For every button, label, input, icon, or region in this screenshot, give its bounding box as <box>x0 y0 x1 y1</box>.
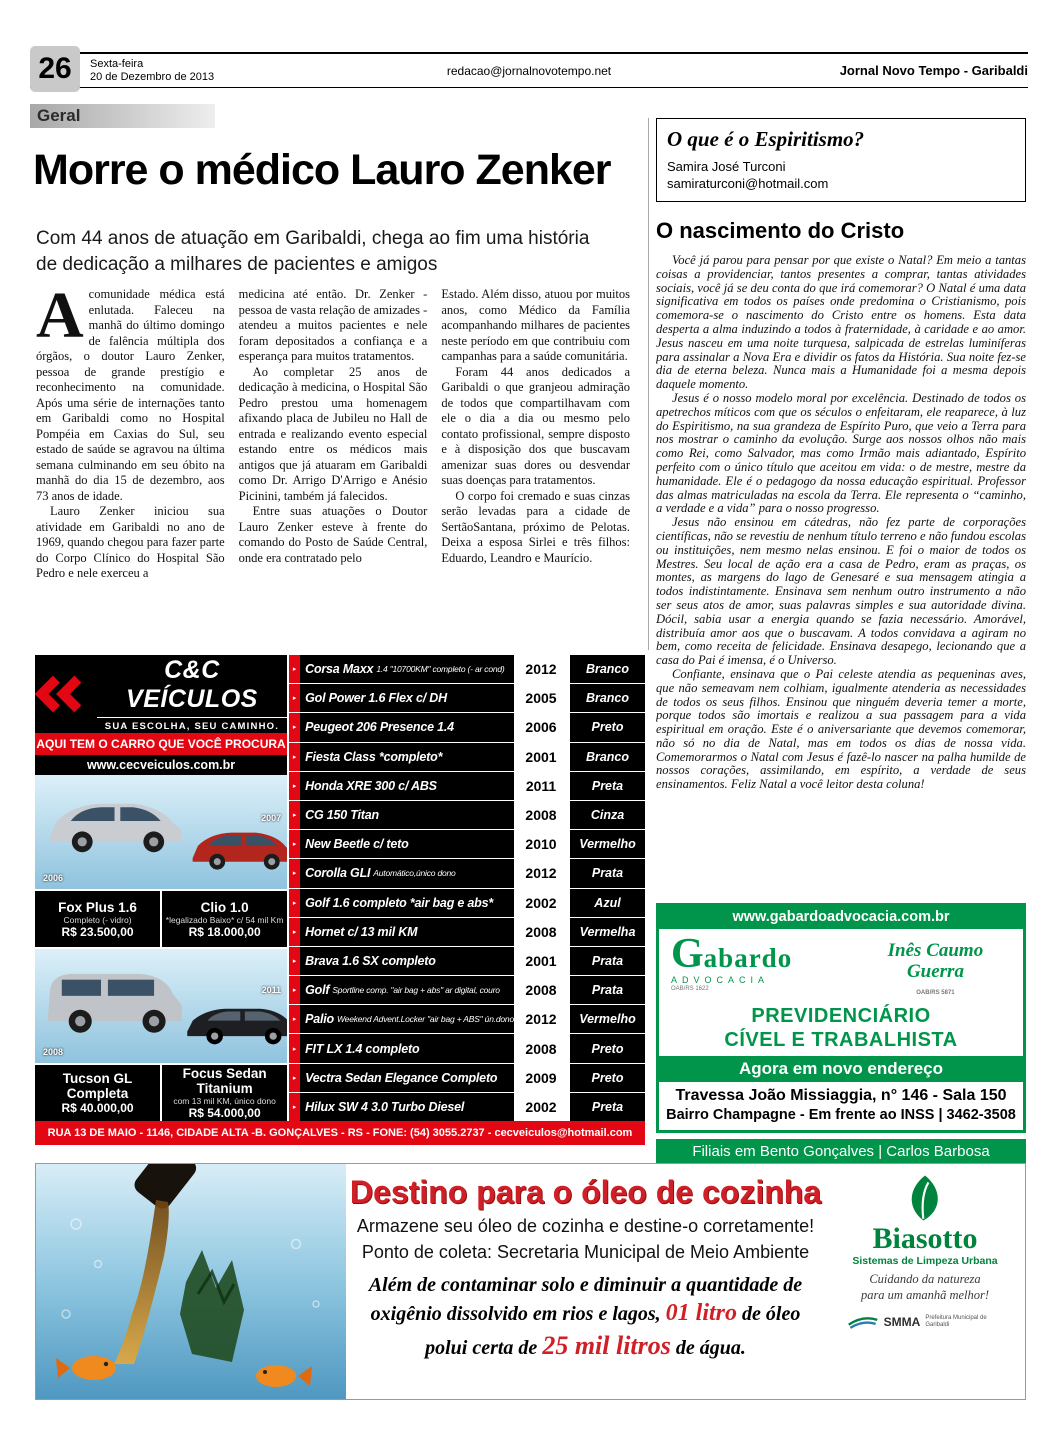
firm-oab: OAB/RS 1622 <box>671 986 709 992</box>
photo-year: 2008 <box>43 1047 64 1057</box>
car-year-cell: 2001 <box>514 743 568 771</box>
car-listing-row <box>289 772 645 801</box>
car-model-cell <box>300 1034 514 1062</box>
arrow-icon: ▸ <box>289 801 300 829</box>
car-listing-row <box>289 684 645 713</box>
car-year-cell: 2006 <box>514 713 568 741</box>
car-model: Hilux SW 4 3.0 Turbo Diesel <box>305 1099 465 1114</box>
column-3-paragraphs <box>441 287 630 566</box>
featured-car-spec: com 13 mil KM, único dono <box>173 1096 276 1106</box>
car-model-cell <box>300 918 514 946</box>
featured-labels-top <box>35 889 287 949</box>
dropcap: A <box>36 287 84 352</box>
car-model-cell <box>300 1093 514 1121</box>
double-chevron-icon <box>35 675 88 713</box>
fact-text: de água. <box>670 1337 746 1360</box>
car-listing-row <box>289 1064 645 1093</box>
practice-area-1: PREVIDENCIÁRIO <box>751 1005 931 1027</box>
featured-labels-bottom <box>35 1063 287 1121</box>
photo-year: 2006 <box>43 873 64 883</box>
car-model-cell <box>300 684 514 712</box>
car-model: Hornet c/ 13 mil KM <box>305 924 418 939</box>
car-year-cell: 2011 <box>514 772 568 800</box>
redaction-email: redacao@jornalnovotempo.net <box>446 63 612 78</box>
paragraph: Estado. Além disso, atuou por muitos anos, como Médico da Família acompanhando milhares de pacientes neste período em que contribuiu com campanhas para a saúde comunitária. <box>441 287 630 363</box>
oil-campaign-line-2: Ponto de coleta: Secretaria Municipal de Meio Ambiente <box>361 1242 810 1262</box>
car-model: Palio <box>305 1012 334 1027</box>
law-firm-logo <box>671 931 860 992</box>
car-year-cell: 2012 <box>514 859 568 887</box>
column-author-email: samiraturconi@hotmail.com <box>667 176 829 191</box>
featured-car-spec: Completo (- vidro) <box>63 914 132 925</box>
fact-highlight-1: 01 litro <box>665 1300 738 1326</box>
biasotto-branding <box>825 1164 1025 1399</box>
car-model-spec: Sportline comp. "air bag + abs" ar digital, couro <box>332 985 500 996</box>
car-model: CG 150 Titan <box>305 808 379 823</box>
fact-text: de óleo polui certa de <box>425 1303 801 1360</box>
car-model-cell <box>300 889 514 917</box>
car-color-cell: Azul <box>568 889 645 917</box>
car-photo-block-2 <box>35 949 287 1063</box>
car-color-cell: Branco <box>568 684 645 712</box>
car-color-cell: Preto <box>568 1034 645 1062</box>
column-author: Samira José Turconi <box>667 159 786 174</box>
partner-name <box>860 936 1011 1004</box>
car-color-cell: Branco <box>568 743 645 771</box>
car-listing-row <box>289 947 645 976</box>
car-model: Peugeot 206 Presence 1.4 <box>305 720 454 735</box>
new-address-banner: Agora em novo endereço <box>659 1056 1023 1082</box>
biasotto-name: Biasotto <box>872 1222 978 1255</box>
paragraph: Entre suas atuações o Doutor Lauro Zenker esteve à frente do comando do Posto de Saúde Central, onde era contratado pelo <box>238 504 428 565</box>
car-listing-row <box>289 1034 645 1063</box>
opinion-column <box>656 118 1026 900</box>
law-branches-bar: Filiais em Bento Gonçalves | Carlos Barbosa <box>656 1139 1026 1164</box>
subtitle: Com 44 anos de atuação em Garibaldi, chega ao fim uma história de dedicação a milhares de pacientes e amigos <box>36 228 590 275</box>
car-model-cell <box>300 801 514 829</box>
paragraph <box>36 287 225 504</box>
car-model: FIT LX 1.4 completo <box>305 1041 420 1056</box>
partner-last-name: Guerra <box>906 961 964 982</box>
section-bar <box>30 104 215 128</box>
arrow-icon: ▸ <box>289 655 300 683</box>
paragraph: Ao completar 25 anos de dedicação à medicina, o Hospital São Pedro prestou uma homenagem afixando placa de Jubileu no Hall de entrada e realizando evento especial estando entre os médicos mais antigos que já atuaram em Garibaldi como Dr. Arrigo D'Arrigo e Anésio Picinini, também já falecidos. <box>238 364 428 503</box>
arrow-icon: ▸ <box>289 743 300 771</box>
arrow-icon: ▸ <box>289 918 300 946</box>
car-color-cell: Prata <box>568 859 645 887</box>
car-model-cell <box>300 1005 514 1033</box>
partner-oab: OAB/RS 5871 <box>916 990 955 996</box>
column-rule <box>648 118 649 650</box>
car-listing-row <box>289 655 645 684</box>
law-address-line-2: Bairro Champagne - Em frente ao INSS | 3462-3508 <box>666 1107 1016 1123</box>
column-heading: O nascimento do Cristo <box>656 218 905 243</box>
firm-name: abardo <box>703 943 793 973</box>
arrow-icon: ▸ <box>289 772 300 800</box>
paragraph: Confiante, ensinava que o Pai celeste atendia as pequeninas aves, que não semeavam nem colhiam, igualmente atenderia as necessidades de todos os seus filhos. Ensinou que ninguém deveria temer a morte, porque todos são imortais e realizou a sua passagem para a vida espiritual em oração. Este é o aniversariante que devemos comemorar, não só no dia de Natal, mas em todos os dias de nossa vida. Comemorarmos o Natal com Jesus é fazê-lo nascer na palha humilde de nossos corações, assimilando, em espírito, a verdade de seus ensinamentos. Feliz Natal a você leitor desta coluna! <box>656 666 1026 792</box>
car-color-cell: Prata <box>568 947 645 975</box>
car-model-cell <box>300 830 514 858</box>
car-year-cell: 2005 <box>514 684 568 712</box>
article-column-2 <box>239 287 428 651</box>
fact-highlight-2: 25 mil litros <box>542 1331 671 1361</box>
arrow-icon: ▸ <box>289 684 300 712</box>
law-firm-logos <box>659 929 1023 1004</box>
photo-year: 2011 <box>261 985 282 995</box>
featured-car-price: R$ 18.000,00 <box>188 924 261 939</box>
car-listing-row <box>289 801 645 830</box>
car-year-cell: 2002 <box>514 889 568 917</box>
biasotto-tagline: Sistemas de Limpeza Urbana <box>852 1255 998 1267</box>
car-listing-row <box>289 1093 645 1121</box>
oil-campaign-line-1: Armazene seu óleo de cozinha e destine-o corretamente! <box>356 1216 815 1236</box>
arrow-icon: ▸ <box>289 1064 300 1092</box>
car-listing-row <box>289 713 645 742</box>
car-year-cell: 2012 <box>514 655 568 683</box>
featured-car-name: Clio 1.0 <box>200 899 249 915</box>
page-header <box>30 52 1028 88</box>
column-2-paragraphs <box>239 287 428 566</box>
car-listing-row <box>289 889 645 918</box>
oil-campaign-title: Destino para o óleo de cozinha <box>349 1174 822 1210</box>
paragraph: Lauro Zenker iniciou sua atividade em Garibaldi no ano de 1969, quando chegou para fazer parte do Corpo Clínico do Hospital São Pedro e nele exerceu a <box>36 504 225 580</box>
slogan-line-1: Cuidando da natureza <box>869 1272 981 1286</box>
car-listing-row <box>289 976 645 1005</box>
car-year-cell: 2008 <box>514 801 568 829</box>
car-model-cell <box>300 772 514 800</box>
arrow-icon: ▸ <box>289 889 300 917</box>
biasotto-slogan <box>861 1272 989 1303</box>
date: 20 de Dezembro de 2013 <box>90 70 215 83</box>
featured-car <box>160 1065 287 1121</box>
silver-hatchback-photo <box>43 791 193 858</box>
featured-car-name: Tucson GL Completa <box>62 1071 133 1101</box>
paragraph: Jesus não ensinou em cátedras, não fez parte de corporações científicas, não se revestiu de nenhum título terreno e não fundou escolas ou instituições, nem mesmo nelas ensinou. E foi o maior de todos os Mestres. Seu local de ação era a casa de Pedro, eram as praças, os montes, as margens do lago de Genesaré e sua mensagem atingia a todos indistintamente. Ensinava sem nenhum outro instrumento a não ser seus atos de amor, suas palavras simples e sua autoridade divina. Dócil, sabia usar a energia quando se fazia necessário. Amorável, distribuía amor aos que o buscavam. A todos convidava a agiram no bem, como receita de felicidade. Ensinava desapego, lecionando que a casa do Pai é imensa, é o Universo. <box>656 515 1026 668</box>
biasotto-leaf-icon <box>899 1172 951 1224</box>
article-column-3 <box>441 287 630 651</box>
car-year-cell: 2001 <box>514 947 568 975</box>
car-model: Brava 1.6 SX completo <box>305 953 436 968</box>
featured-car-name: Fox Plus 1.6 <box>58 899 137 915</box>
paragraph: medicina até então. Dr. Zenker - pessoa de vasta relação de amizades - atendeu a muitos pacientes e nele foram depositados a confiança e a esperança para muitos tratamentos. <box>238 287 428 363</box>
car-model: Golf <box>305 983 330 998</box>
car-year-cell: 2009 <box>514 1064 568 1092</box>
car-listing-row <box>289 1005 645 1034</box>
featured-car <box>160 891 287 947</box>
car-color-cell: Vermelho <box>568 830 645 858</box>
car-color-cell: Preta <box>568 772 645 800</box>
article-body <box>36 287 630 651</box>
car-model-cell <box>300 859 514 887</box>
car-year-cell: 2002 <box>514 1093 568 1121</box>
car-ad-main <box>35 655 645 1121</box>
oil-campaign-fact <box>363 1272 808 1363</box>
oil-campaign-ad <box>35 1163 1026 1400</box>
car-model: Fiesta Class *completo* <box>305 749 443 764</box>
car-model-cell <box>300 655 514 683</box>
masthead: Jornal Novo Tempo - Garibaldi <box>839 63 1028 78</box>
dealer-name: C&C VEÍCULOS <box>126 656 258 713</box>
car-model-cell <box>300 947 514 975</box>
arrow-icon: ▸ <box>289 976 300 1004</box>
car-color-cell: Prata <box>568 976 645 1004</box>
arrow-icon: ▸ <box>289 1005 300 1033</box>
car-year-cell: 2010 <box>514 830 568 858</box>
car-color-cell: Preta <box>568 1093 645 1121</box>
firm-subtitle: ADVOCACIA <box>671 975 770 985</box>
article-column-1 <box>36 287 225 651</box>
car-dealer-ad <box>35 655 645 1145</box>
car-year-cell: 2008 <box>514 976 568 1004</box>
car-listing-row <box>289 859 645 888</box>
dealer-tagline: AQUI TEM O CARRO QUE VOCÊ PROCURA <box>35 733 287 755</box>
smma-subtitle: Prefeitura Municipal de Garibaldi <box>925 1314 987 1328</box>
car-photo-block-1 <box>35 775 287 889</box>
car-year-cell: 2008 <box>514 918 568 946</box>
law-firm-ad <box>656 903 1026 1164</box>
practice-area-2: CÍVEL E TRABALHISTA <box>724 1029 958 1051</box>
law-firm-box <box>656 903 1026 1133</box>
car-color-cell: Branco <box>568 655 645 683</box>
car-model-spec: Automático,único dono <box>373 868 456 879</box>
paragraph: O corpo foi cremado e suas cinzas serão levadas para a cidade de SertãoSantana, próximo de Pelotas. Deixa a esposa Sirlei e três filhos: Eduardo, Leandro e Maurício. <box>441 488 630 565</box>
arrow-icon: ▸ <box>289 1034 300 1062</box>
smma-swoosh-icon <box>847 1312 879 1331</box>
law-firm-website: www.gabardoadvocacia.com.br <box>659 906 1023 929</box>
car-year-cell: 2008 <box>514 1034 568 1062</box>
partner-first-name: Inês Caumo <box>887 940 984 961</box>
smma-logo <box>847 1312 1004 1331</box>
featured-car-spec: *legalizado Baixo* c/ 54 mil Km <box>165 914 284 925</box>
paragraph: Foram 44 anos dedicados a Garibaldi o que granjeou admiração de todos que compartilhavam com ele o dia a dia ou mesmo pelo contato profissional, sempre disposto e à disposição dos que buscavam amenizar suas dores ou desvendar suas doenças para tratamentos. <box>441 364 630 487</box>
car-listing-row <box>289 918 645 947</box>
paragraph: Jesus é o nosso modelo moral por excelência. Destinado de todos os apetrechos míticos com que os séculos o enfeitaram, ele reaparece, à luz do Espiritismo, na sua grandeza de Espírito Puro, que veio a Terra para nos mostrar o caminho da evolução. Surge aos nossos olhos não mais como Rei, como Salvador, mas como Irmão mais adiantado, Espírito perfeito com o único título que aceitou em vida: o de mestre, mestre da humanidade. Ele é o pedagogo da nossa educação espiritual. Professor das almas matriculadas na escola da Terra. Ele representa o “caminho, a verdade e a vida” para o nosso progresso. <box>656 390 1026 516</box>
featured-car <box>35 1065 160 1121</box>
dealer-website: www.cecveiculos.com.br <box>86 758 236 772</box>
weekday: Sexta-feira <box>90 58 144 70</box>
car-color-cell: Cinza <box>568 801 645 829</box>
paragraph-text: comunidade médica está enlutada. Faleceu na manhã do último domingo de falência múltipla dos órgãos, o doutor Lauro Zenker, pessoa de grande prestígio e reconhecimento na comunidade. Após uma série de internações tanto em Garibaldi como no Hospital Pompéia em Caxias do Sul, seu estado de saúde se agravou na última semana culminando em seu óbito na manhã do dia 15 de dezembro, aos 73 anos de idade. <box>36 287 225 503</box>
car-color-cell: Preto <box>568 713 645 741</box>
car-model-spec: 1.4 "10700KM" completo (- ar cond) <box>376 664 505 675</box>
column-1-paragraphs <box>36 504 225 582</box>
car-model-spec: Weekend Advent.Locker "air bag + ABS" ún.dono <box>337 1014 514 1025</box>
red-hatchback-photo <box>187 823 287 874</box>
car-model: Corolla GLI <box>305 866 371 881</box>
car-listing-table <box>289 655 645 1121</box>
car-model: Vectra Sedan Elegance Completo <box>305 1070 498 1085</box>
car-model: New Beetle c/ teto <box>305 837 409 852</box>
dealer-address-bar: RUA 13 DE MAIO - 1146, CIDADE ALTA -B. GONÇALVES - RS - FONE: (54) 3055.2737 - cecveiculos@hotmail.com <box>35 1121 645 1145</box>
column-title: O que é o Espiritismo? <box>667 127 865 151</box>
car-model: Gol Power 1.6 Flex c/ DH <box>305 691 447 706</box>
car-model-cell <box>300 1064 514 1092</box>
arrow-icon: ▸ <box>289 1093 300 1121</box>
arrow-icon: ▸ <box>289 830 300 858</box>
featured-car-price: R$ 54.000,00 <box>188 1106 261 1120</box>
oil-campaign-illustration <box>36 1164 346 1399</box>
car-model: Golf 1.6 completo *air bag e abs* <box>305 895 494 910</box>
section-label: Geral <box>37 106 81 125</box>
featured-car-price: R$ 23.500,00 <box>61 924 134 939</box>
featured-car <box>35 891 160 947</box>
car-color-cell: Vermelho <box>568 1005 645 1033</box>
oil-campaign-text <box>346 1164 825 1399</box>
law-address-line-1: Travessa João Missiaggia, n° 146 - Sala 150 <box>675 1087 1007 1104</box>
car-listing-row <box>289 830 645 859</box>
car-listing-row <box>289 743 645 772</box>
car-model-cell <box>300 713 514 741</box>
headline: Morre o médico Lauro Zenker <box>33 146 611 194</box>
car-color-cell: Vermelha <box>568 918 645 946</box>
car-color-cell: Preto <box>568 1064 645 1092</box>
dealer-slogan: SUA ESCOLHA, SEU CAMINHO. <box>97 717 287 732</box>
paragraph: Você já parou para pensar por que existe o Natal? Em meio a tantas coisas a providenciar, tantos presentes a comprar, tantas atividades sociais, você já se deu conta do que irá comemorar? O Natal é uma data significativa em todos os países onde predomina o Cristianismo, pois comemora-se o nascimento do Cristo entre os homens. Esta data desperta a alma induzindo a todos à fraternidade, à caridade e ao amor. Jesus nasceu em uma noite turquesa, salpicada de estrelas luminíferas para assinalar a Nova Era e dividir os fatos da História. Sua noite fez-se dia de eterna beleza. Nunca mais a Humanidade foi a mesma depois daquele momento. <box>656 253 1026 392</box>
dark-sedan-photo <box>183 995 287 1048</box>
car-year-cell: 2012 <box>514 1005 568 1033</box>
featured-car-price: R$ 40.000,00 <box>61 1101 134 1115</box>
car-ad-left-panel <box>35 655 289 1121</box>
page-number: 26 <box>30 46 80 92</box>
silver-suv-photo <box>41 961 191 1033</box>
photo-year: 2007 <box>261 813 282 823</box>
firm-initial: G <box>671 931 704 977</box>
column-body <box>656 254 1026 792</box>
dealer-logo <box>35 655 287 733</box>
car-model-cell <box>300 976 514 1004</box>
slogan-line-2: para um amanhã melhor! <box>860 1287 990 1302</box>
car-model-cell <box>300 743 514 771</box>
arrow-icon: ▸ <box>289 859 300 887</box>
arrow-icon: ▸ <box>289 713 300 741</box>
smma-name: SMMA <box>883 1314 921 1329</box>
featured-car-name: Focus Sedan Titanium <box>182 1066 267 1096</box>
arrow-icon: ▸ <box>289 947 300 975</box>
car-model: Corsa Maxx <box>305 662 374 677</box>
car-model: Honda XRE 300 c/ ABS <box>305 778 437 793</box>
fact-text: Além de contaminar solo e diminuir a quantidade de oxigênio dissolvido em rios e lagos, <box>368 1274 803 1325</box>
column-title-box <box>656 118 1026 202</box>
